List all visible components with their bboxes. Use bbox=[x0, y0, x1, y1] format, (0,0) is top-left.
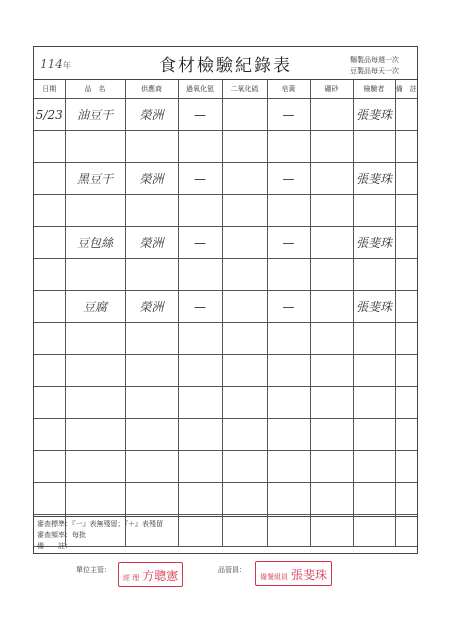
cell-so2 bbox=[222, 259, 267, 291]
cell-item bbox=[65, 323, 125, 355]
col-note: 備 註 bbox=[395, 80, 417, 99]
cell-inspector bbox=[353, 387, 395, 419]
col-date: 日期 bbox=[34, 80, 65, 99]
cell-h2o2 bbox=[178, 387, 222, 419]
cell-so2 bbox=[222, 419, 267, 451]
cell-so2 bbox=[222, 227, 267, 259]
cell-item bbox=[65, 483, 125, 515]
cell-borax bbox=[310, 163, 353, 195]
cell-date bbox=[34, 131, 65, 163]
cell-borax bbox=[310, 131, 353, 163]
cell-date bbox=[34, 163, 65, 195]
cell-h2o2: — bbox=[178, 99, 222, 131]
cell-h2o2: — bbox=[178, 163, 222, 195]
cell-item bbox=[65, 451, 125, 483]
cell-inspector bbox=[353, 483, 395, 515]
form-title: 食材檢驗紀錄表 bbox=[159, 56, 292, 76]
cell-h2o2: — bbox=[178, 227, 222, 259]
cell-note bbox=[395, 387, 417, 419]
frequency-line-noodle: 麵製品每週一次 bbox=[350, 56, 399, 64]
cell-inspector: 張斐珠 bbox=[353, 291, 395, 323]
cell-note bbox=[395, 451, 417, 483]
qc-label: 品管員： bbox=[218, 566, 246, 574]
inspection-table bbox=[34, 80, 417, 547]
cell-note bbox=[395, 291, 417, 323]
cell-dye bbox=[267, 323, 310, 355]
remark-label: 備 註： bbox=[37, 542, 72, 550]
frequency-line-soy: 豆製品每天一次 bbox=[350, 67, 399, 75]
cell-dye: — bbox=[267, 163, 310, 195]
cell-item: 油豆干 bbox=[65, 99, 125, 131]
cell-date: 5/23 bbox=[34, 99, 65, 131]
col-so2: 二氧化硫 bbox=[222, 80, 267, 99]
cell-dye bbox=[267, 483, 310, 515]
unit-head-stamp bbox=[118, 562, 183, 587]
cell-h2o2 bbox=[178, 259, 222, 291]
cell-note bbox=[395, 99, 417, 131]
cell-supplier bbox=[125, 131, 178, 163]
cell-supplier bbox=[125, 323, 178, 355]
cell-borax bbox=[310, 387, 353, 419]
cell-dye: — bbox=[267, 99, 310, 131]
cell-borax bbox=[310, 259, 353, 291]
cell-item: 豆包絲 bbox=[65, 227, 125, 259]
table-row bbox=[34, 291, 417, 323]
cell-borax bbox=[310, 195, 353, 227]
cell-supplier: 榮洲 bbox=[125, 163, 178, 195]
frequency-note bbox=[350, 55, 399, 77]
cell-note bbox=[395, 323, 417, 355]
cell-inspector bbox=[353, 195, 395, 227]
cell-note bbox=[395, 419, 417, 451]
qc-stamp bbox=[255, 561, 332, 586]
cell-supplier: 榮洲 bbox=[125, 291, 178, 323]
cell-dye bbox=[267, 259, 310, 291]
qc-stamp-name: 張斐珠 bbox=[291, 568, 328, 582]
table-header-row bbox=[34, 80, 417, 99]
cell-h2o2 bbox=[178, 419, 222, 451]
cell-supplier bbox=[125, 451, 178, 483]
cell-date bbox=[34, 291, 65, 323]
cell-supplier bbox=[125, 259, 178, 291]
cell-supplier: 榮洲 bbox=[125, 99, 178, 131]
cell-so2 bbox=[222, 163, 267, 195]
table-row bbox=[34, 387, 417, 419]
table-row bbox=[34, 99, 417, 131]
cell-item bbox=[65, 387, 125, 419]
cell-item bbox=[65, 195, 125, 227]
cell-h2o2 bbox=[178, 355, 222, 387]
cell-h2o2 bbox=[178, 483, 222, 515]
cell-so2 bbox=[222, 99, 267, 131]
table-row bbox=[34, 195, 417, 227]
review-standard: 審查標準：『一』表無殘留；『＋』表殘留 bbox=[37, 520, 163, 528]
col-supplier: 供應商 bbox=[125, 80, 178, 99]
cell-borax bbox=[310, 419, 353, 451]
table-row bbox=[34, 163, 417, 195]
review-frequency: 審查頻率：每批 bbox=[37, 531, 86, 539]
cell-so2 bbox=[222, 355, 267, 387]
cell-note bbox=[395, 483, 417, 515]
cell-supplier bbox=[125, 195, 178, 227]
table-row bbox=[34, 419, 417, 451]
cell-item: 豆腐 bbox=[65, 291, 125, 323]
cell-inspector bbox=[353, 259, 395, 291]
table-row bbox=[34, 355, 417, 387]
col-dye: 皂黃 bbox=[267, 80, 310, 99]
cell-borax bbox=[310, 355, 353, 387]
cell-inspector: 張斐珠 bbox=[353, 99, 395, 131]
cell-borax bbox=[310, 451, 353, 483]
cell-date bbox=[34, 259, 65, 291]
cell-dye: — bbox=[267, 227, 310, 259]
cell-so2 bbox=[222, 195, 267, 227]
cell-item: 黑豆干 bbox=[65, 163, 125, 195]
cell-h2o2 bbox=[178, 323, 222, 355]
col-borax: 硼砂 bbox=[310, 80, 353, 99]
cell-date bbox=[34, 323, 65, 355]
table-row bbox=[34, 323, 417, 355]
cell-supplier bbox=[125, 387, 178, 419]
table-row bbox=[34, 259, 417, 291]
cell-inspector bbox=[353, 419, 395, 451]
table-row bbox=[34, 227, 417, 259]
cell-note bbox=[395, 259, 417, 291]
cell-borax bbox=[310, 323, 353, 355]
cell-h2o2 bbox=[178, 131, 222, 163]
record-sheet bbox=[33, 46, 418, 554]
cell-date bbox=[34, 419, 65, 451]
cell-note bbox=[395, 227, 417, 259]
cell-h2o2 bbox=[178, 451, 222, 483]
cell-borax bbox=[310, 291, 353, 323]
unit-head-label: 單位主管： bbox=[76, 566, 111, 574]
cell-inspector bbox=[353, 355, 395, 387]
cell-borax bbox=[310, 227, 353, 259]
cell-so2 bbox=[222, 483, 267, 515]
cell-so2 bbox=[222, 387, 267, 419]
cell-date bbox=[34, 483, 65, 515]
cell-inspector bbox=[353, 323, 395, 355]
cell-note bbox=[395, 131, 417, 163]
cell-date bbox=[34, 355, 65, 387]
table-row bbox=[34, 483, 417, 515]
table-row bbox=[34, 131, 417, 163]
cell-so2 bbox=[222, 323, 267, 355]
col-h2o2: 過氧化氫 bbox=[178, 80, 222, 99]
cell-item bbox=[65, 419, 125, 451]
cell-supplier bbox=[125, 419, 178, 451]
cell-inspector: 張斐珠 bbox=[353, 163, 395, 195]
cell-supplier bbox=[125, 355, 178, 387]
cell-date bbox=[34, 387, 65, 419]
cell-supplier: 榮洲 bbox=[125, 227, 178, 259]
cell-item bbox=[65, 355, 125, 387]
unit-head-stamp-title: 經 理 bbox=[123, 574, 140, 582]
cell-dye bbox=[267, 387, 310, 419]
cell-date bbox=[34, 195, 65, 227]
notes-section bbox=[34, 516, 417, 552]
cell-dye bbox=[267, 195, 310, 227]
cell-so2 bbox=[222, 131, 267, 163]
cell-borax bbox=[310, 99, 353, 131]
cell-dye bbox=[267, 131, 310, 163]
cell-h2o2: — bbox=[178, 291, 222, 323]
cell-date bbox=[34, 227, 65, 259]
cell-h2o2 bbox=[178, 195, 222, 227]
cell-date bbox=[34, 451, 65, 483]
cell-dye bbox=[267, 419, 310, 451]
cell-dye bbox=[267, 451, 310, 483]
cell-dye bbox=[267, 355, 310, 387]
col-inspector: 檢驗者 bbox=[353, 80, 395, 99]
year-value: 114 bbox=[40, 57, 63, 71]
cell-inspector bbox=[353, 131, 395, 163]
cell-dye: — bbox=[267, 291, 310, 323]
cell-note bbox=[395, 195, 417, 227]
cell-item bbox=[65, 259, 125, 291]
cell-inspector: 張斐珠 bbox=[353, 227, 395, 259]
cell-item bbox=[65, 131, 125, 163]
col-item: 品 名 bbox=[65, 80, 125, 99]
year-unit: 年 bbox=[62, 61, 71, 70]
cell-so2 bbox=[222, 451, 267, 483]
cell-supplier bbox=[125, 483, 178, 515]
qc-stamp-title: 備餐組員 bbox=[260, 573, 288, 581]
cell-inspector bbox=[353, 451, 395, 483]
cell-so2 bbox=[222, 291, 267, 323]
cell-borax bbox=[310, 483, 353, 515]
table-row bbox=[34, 451, 417, 483]
cell-note bbox=[395, 163, 417, 195]
unit-head-stamp-name: 方聰憲 bbox=[142, 569, 179, 583]
cell-note bbox=[395, 355, 417, 387]
